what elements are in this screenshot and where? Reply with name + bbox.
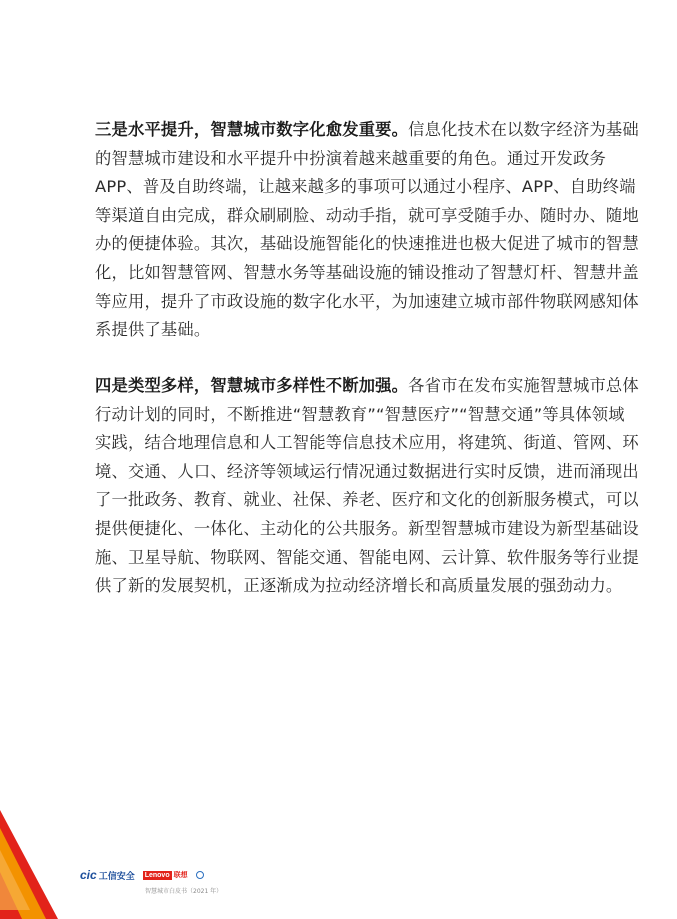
cic-logo-en: cic: [80, 868, 97, 882]
cic-logo-cn: 工信安全: [98, 870, 135, 881]
partner-logo-mark-icon: [196, 871, 204, 879]
footer-caption: 智慧城市白皮书（2021 年）: [145, 888, 223, 895]
paragraph-diverse-types: [95, 372, 640, 601]
lenovo-logo-en: Lenovo: [144, 871, 170, 879]
paragraph-body: 信息化技术在以数字经济为基础的智慧城市建设和水平提升中扮演着越来越重要的角色。通过开发政务 APP、普及自助终端，让越来越多的事项可以通过小程序、APP、自助终端等渠道自由完成，群众刷刷脸、动动手指，就可享受随手办、随时办、随地办的便捷体验。其次，基础设施智能化的快速推进也极大促进了城市的智慧化，比如智慧管网、智慧水务等基础设施的铺设推动了智慧灯杆、智慧井盖等应用，提升了市政设施的数字化水平，为加速建立城市部件物联网感知体系提供了基础。: [95, 120, 639, 340]
paragraph-level-improvement: [95, 116, 640, 345]
paragraph-body: 各省市在发布实施智慧城市总体行动计划的同时，不断推进“智慧教育”“智慧医疗”“智慧交通”等具体领域实践，结合地理信息和人工智能等信息技术应用，将建筑、街道、管网、环境、交通、人口、经济等领域运行情况通过数据进行实时反馈，进而涌现出了一批政务、教育、就业、社保、养老、医疗和文化的创新服务模式，可以提供便捷化、一体化、主动化的公共服务。新型智慧城市建设为新型基础设施、卫星导航、物联网、智能交通、智能电网、云计算、软件服务等行业提供了新的发展契机，正逐渐成为拉动经济增长和高质量发展的强劲动力。: [95, 376, 639, 596]
paragraph-lead: 四是类型多样，智慧城市多样性不断加强。: [95, 376, 409, 395]
paragraph-lead: 三是水平提升，智慧城市数字化愈发重要。: [95, 120, 409, 139]
footer-logos: [80, 868, 204, 882]
partner-logo: [196, 871, 204, 879]
lenovo-logo: [143, 870, 188, 880]
lenovo-logo-cn: 联想: [173, 872, 188, 879]
page-number: 8: [62, 850, 70, 866]
cic-logo: [80, 868, 135, 882]
